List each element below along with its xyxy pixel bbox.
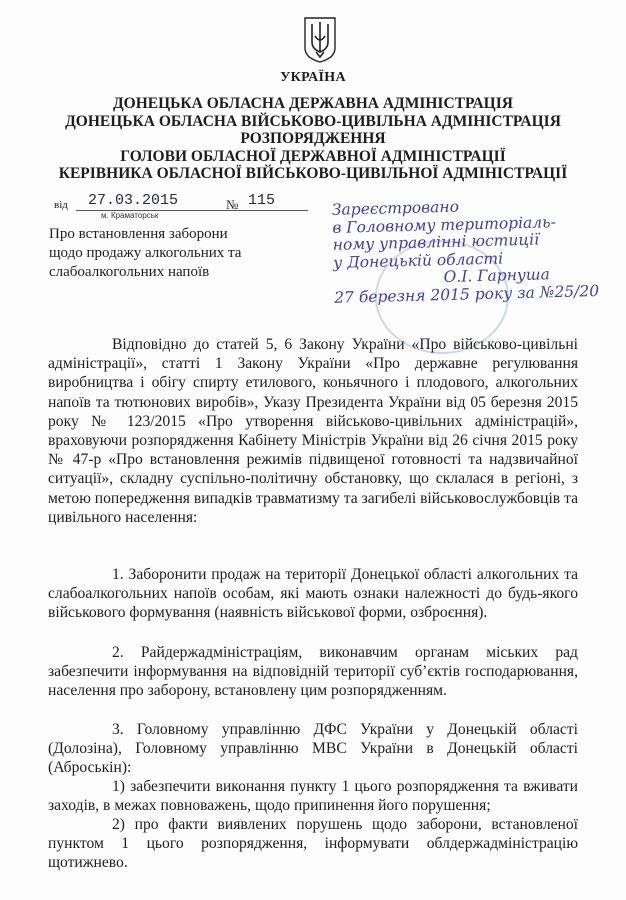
item-1 [48,565,578,623]
date-label: від [54,199,68,211]
city-label: м. Краматорськ [101,211,159,220]
note-line: Зареєстровано [331,197,460,219]
number-label: № [226,197,239,212]
paragraph-text: 2) про факти виявлених порушень щодо заборони, встановленої пунктом 1 цього розпорядження, інформувати облдержадміністрацію щотижнево. [48,816,578,872]
preamble-paragraph [48,335,578,527]
subject-line: щодо продажу алкогольних та [49,245,242,261]
header-line: КЕРІВНИКА ОБЛАСНОЇ ВІЙСЬКОВО-ЦИВІЛЬНОЇ АДМІНІСТРАЦІЇ [58,165,568,182]
authority-header [0,95,626,183]
note-line: у Донецькій області [333,248,504,272]
paragraph-text: Відповідно до статей 5, 6 Закону України «Про військово-цивільні адміністрації», статті 1 Закону України «Про державне регулювання виробництва і обігу спирту етилового, коньячного і плодового, алкогольних напоїв та тютюнових виробів», Указу Президента України від 05 березня 2015 року № 123/2015 «Про утворення військово-цивільних адміністрацій», враховуючи розпорядження Кабінету Міністрів України від 26 січня 2015 року № 47-р «Про встановлення режимів підвищеної готовності та надзвичайної ситуації», складну суспільно-політичну обстановку, що склалася в регіоні, з метою попередження випадків травматизму та загибелі військовослужбовців та цивільного населення: [48,336,578,526]
document-number: 115 [244,192,308,211]
paragraph-text: 3. Головному управлінню ДФС України у Донецькій області (Долозіна), Головному управлінню МВС України в Донецькій області (Аброськін): [48,721,578,777]
item-3-sub-2 [48,815,578,873]
registration-note [332,194,626,307]
item-2 [48,643,578,701]
note-line: в Головному територіаль- [332,212,557,237]
paragraph-text: 2. Райдержадміністраціям, виконавчим органам міських рад забезпечити інформування на відповідній території суб’єктів господарювання, населення про заборону, встановлену цим розпорядженням. [48,644,578,700]
subject-line: слабоалкогольних напоїв [49,264,210,280]
item-3 [48,720,578,778]
document-subject [49,225,309,282]
document-date: 27.03.2015 [76,192,288,211]
paragraph-text: 1) забезпечити виконання пункту 1 цього розпорядження та вживати заходів, в межах повноважень, щодо припинення його порушення; [48,778,578,815]
header-line: РОЗПОРЯДЖЕННЯ [240,130,386,147]
country-title: УКРАЇНА [280,70,346,85]
trident-coat-of-arms-icon [303,16,337,64]
header-line: ГОЛОВИ ОБЛАСНОЇ ДЕРЖАВНОЇ АДМІНІСТРАЦІЇ [120,147,506,165]
note-line: ному управлінні юстиції [332,230,540,254]
header-line: ДОНЕЦЬКА ОБЛАСНА ДЕРЖАВНА АДМІНІСТРАЦІЯ [113,95,513,112]
paragraph-text: 1. Заборонити продаж на території Донецької області алкогольних та слабоалкогольних напоїв особам, які мають ознаки належності до будь-якого військового формування (наявність військової форми, озброєння). [48,566,578,622]
note-line: О.І. Гарнуша [443,265,551,287]
note-line: 27 березня 2015 року за №25/20 [333,281,600,307]
item-3-sub-1 [48,777,578,815]
header-line: ДОНЕЦЬКА ОБЛАСНА ВІЙСЬКОВО-ЦИВІЛЬНА АДМІНІСТРАЦІЯ [65,112,561,130]
subject-line: Про встановлення заборони [49,226,228,242]
